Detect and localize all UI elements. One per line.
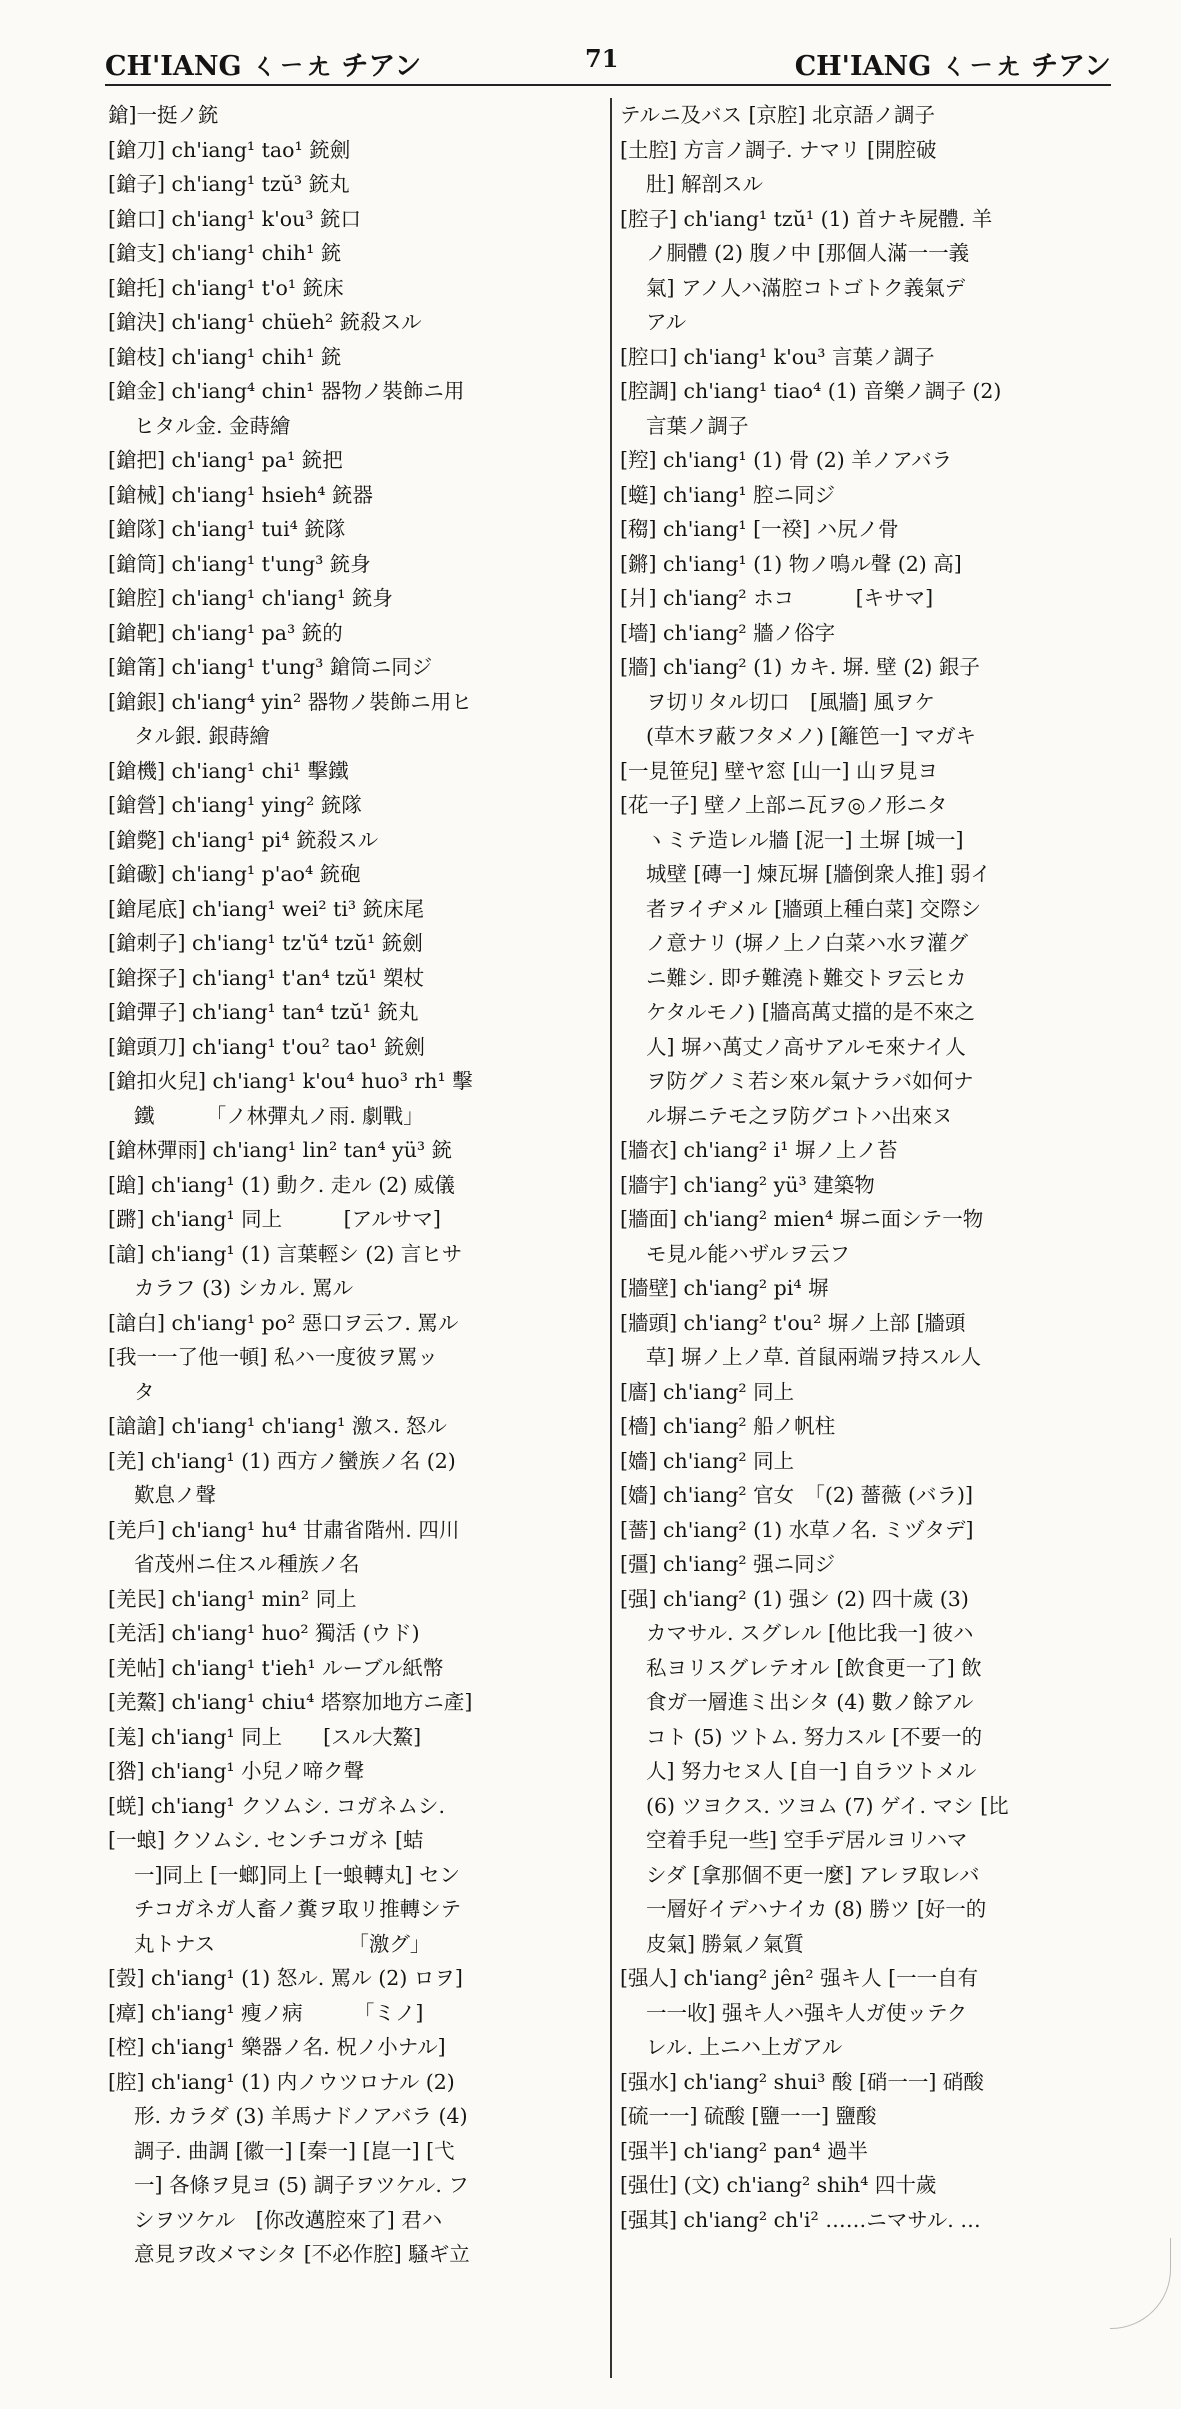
dictionary-line: 丸トナス 「激グ」 bbox=[134, 1931, 431, 1956]
dictionary-line: [强] ch'iang² (1) 强シ (2) 四十歲 (3) bbox=[620, 1586, 969, 1611]
dictionary-line: [鎗礮] ch'iang¹ p'ao⁴ 銃砲 bbox=[108, 862, 361, 886]
dictionary-line: [牆壁] ch'iang² pi⁴ 塀 bbox=[620, 1276, 829, 1300]
dictionary-line: [鎗探子] ch'iang¹ t'an⁴ tzŭ¹ 槊杖 bbox=[108, 965, 425, 990]
dictionary-line: ノ胴體 (2) 腹ノ中 [那個人滿一一義 bbox=[646, 241, 970, 265]
dictionary-line: レル. 上ニハ上ガアル bbox=[646, 2035, 843, 2059]
dictionary-line: 一]同上 [一螂]同上 [一蜋轉丸] セン bbox=[134, 1862, 461, 1887]
dictionary-line: [鎗子] ch'iang¹ tzŭ³ 銃丸 bbox=[108, 172, 350, 196]
dictionary-line: [牆] ch'iang² (1) カキ. 塀. 壁 (2) 銀子 bbox=[620, 655, 980, 679]
dictionary-line: [鎗尾底] ch'iang¹ wei² ti³ 銃床尾 bbox=[108, 896, 425, 921]
dictionary-line: 者ヲイヂメル [牆頭上種白菜] 交際シ bbox=[646, 896, 982, 921]
dictionary-line: [腔調] ch'iang¹ tiao⁴ (1) 音樂ノ調子 (2) bbox=[620, 379, 1002, 403]
dictionary-line: カマサル. スグレル [他比我一] 彼ハ bbox=[646, 1621, 974, 1645]
dictionary-line: 氣] アノ人ハ滿腔コトゴトク義氣デ bbox=[646, 275, 966, 300]
dictionary-line: [腔子] ch'iang¹ tzŭ¹ (1) 首ナキ屍體. 羊 bbox=[620, 206, 993, 231]
dictionary-line: [羌活] ch'iang¹ huo² 獨活 (ウド) bbox=[108, 1621, 420, 1645]
dictionary-line: [彊] ch'iang² 强ニ同ジ bbox=[620, 1552, 836, 1576]
dictionary-line: 歎息ノ聲 bbox=[134, 1483, 216, 1507]
dictionary-line: [鎗營] ch'iang¹ ying² 銃隊 bbox=[108, 793, 362, 817]
dictionary-line: 人] 塀ハ萬丈ノ高サアルモ來ナイ人 bbox=[646, 1034, 966, 1059]
dictionary-line: [牆頭] ch'iang² t'ou² 塀ノ上部 [牆頭 bbox=[620, 1310, 966, 1335]
page-header bbox=[105, 30, 1111, 90]
dictionary-line: 一] 各條ヲ見ヨ (5) 調子ヲツケル. フ bbox=[134, 2173, 469, 2197]
dictionary-line: 城壁 [磚一] 煉瓦塀 [牆倒衆人推] 弱イ bbox=[646, 862, 992, 886]
dictionary-line: [鎗決] ch'iang¹ chüeh² 銃殺スル bbox=[108, 310, 422, 334]
dictionary-line: カラフ (3) シカル. 罵ル bbox=[134, 1276, 354, 1300]
column-divider bbox=[610, 98, 612, 2378]
dictionary-line: [鎗隊] ch'iang¹ tui⁴ 銃隊 bbox=[108, 517, 346, 541]
dictionary-line: [䗴] ch'iang¹ 腔ニ同ジ bbox=[620, 482, 836, 507]
dictionary-line: [鎗機] ch'iang¹ chi¹ 擊鐵 bbox=[108, 758, 349, 783]
dictionary-line: シヲツケル [你改邁腔來了] 君ハ bbox=[134, 2207, 443, 2232]
dictionary-line: [羌帖] ch'iang¹ t'ieh¹ ルーブル紙幣 bbox=[108, 1655, 444, 1680]
dictionary-line: [强其] ch'iang² ch'i² ……ニマサル. … bbox=[620, 2207, 981, 2232]
dictionary-line: [鎗筩] ch'iang¹ t'ung³ 鎗筒ニ同ジ bbox=[108, 655, 433, 679]
dictionary-line: [鎗林彈雨] ch'iang¹ lin² tan⁴ yü³ 銃 bbox=[108, 1138, 453, 1162]
dictionary-line: ヽミテ造レル牆 [泥一] 土塀 [城一] bbox=[646, 827, 964, 852]
dictionary-line: [爿] ch'iang² ホコ [キサマ] bbox=[620, 586, 934, 610]
dictionary-line: [鏘] ch'iang¹ (1) 物ノ鳴ル聲 (2) 高] bbox=[620, 551, 962, 576]
dictionary-line: [一蜋] クソムシ. センチコガネ [蛣 bbox=[108, 1828, 424, 1852]
dictionary-line: [鎗斃] ch'iang¹ pi⁴ 銃殺スル bbox=[108, 827, 379, 852]
dictionary-line: モ見ル能ハザルヲ云フ bbox=[646, 1241, 850, 1266]
dictionary-line: [羌戶] ch'iang¹ hu⁴ 甘肅省階州. 四川 bbox=[108, 1517, 460, 1542]
dictionary-line: [鎗械] ch'iang¹ hsieh⁴ 銃器 bbox=[108, 482, 374, 507]
dictionary-line: [㹾] ch'iang¹ 小兒ノ啼ク聲 bbox=[108, 1759, 365, 1783]
dictionary-line: [鎗扣火兒] ch'iang¹ k'ou⁴ huo³ rh¹ 擊 bbox=[108, 1069, 473, 1093]
dictionary-line: 一一收] 强キ人ハ强キ人ガ使ッテク bbox=[646, 2000, 968, 2025]
dictionary-line: ケタルモノ) [牆高萬丈擋的是不來之 bbox=[646, 1000, 975, 1024]
dictionary-line: 形. カラダ (3) 羊馬ナドノアバラ (4) bbox=[134, 2104, 468, 2128]
dictionary-line: 調子. 曲調 [徽一] [秦一] [崑一] [弋 bbox=[134, 2138, 455, 2163]
dictionary-line: 鎗]一挺ノ銃 bbox=[108, 103, 219, 127]
dictionary-line: [鎗把] ch'iang¹ pa¹ 銃把 bbox=[108, 448, 343, 472]
dictionary-line: テルニ及バス [京腔] 北京語ノ調子 bbox=[620, 103, 936, 127]
dictionary-line: [嬙] ch'iang² 同上 bbox=[620, 1448, 795, 1473]
dictionary-line: 人] 努力セヌ人 [自一] 自ラツトメル bbox=[646, 1759, 977, 1783]
dictionary-line: ヲ切リタル切口 [風牆] 風ヲケ bbox=[646, 689, 936, 714]
dictionary-line: [花一子] 壁ノ上部ニ瓦ヲ◎ノ形ニタ bbox=[620, 793, 948, 817]
dictionary-line: [一見笹兒] 壁ヤ窓 [山一] 山ヲ見ヨ bbox=[620, 758, 939, 783]
dictionary-line: [鎗口] ch'iang¹ k'ou³ 銃口 bbox=[108, 206, 362, 231]
dictionary-line: [鎗刺子] ch'iang¹ tz'ŭ⁴ tzŭ¹ 銃劍 bbox=[108, 931, 423, 955]
dictionary-line: 意見ヲ改メマシタ [不必作腔] 騷ギ立 bbox=[134, 2242, 470, 2266]
dictionary-line: [鎗支] ch'iang¹ chih¹ 銃 bbox=[108, 241, 342, 265]
dictionary-line: コト (5) ツトム. 努力スル [不要一的 bbox=[646, 1724, 983, 1749]
dictionary-line: ル塀ニテモ之ヲ防グコトハ出來ヌ bbox=[646, 1103, 953, 1128]
dictionary-line: [土腔] 方言ノ調子. ナマリ [開腔破 bbox=[620, 137, 937, 162]
page-number: 71 bbox=[585, 44, 619, 73]
dictionary-line: 私ヨリスグレテオル [飲食更一了] 飲 bbox=[646, 1655, 982, 1680]
left-column bbox=[108, 98, 608, 2272]
dictionary-line: [謒] ch'iang¹ (1) 言葉輕シ (2) 言ヒサ bbox=[108, 1241, 463, 1266]
right-column bbox=[620, 98, 1118, 2237]
dictionary-line: [强水] ch'iang² shui³ 酸 [硝一一] 硝酸 bbox=[620, 2069, 984, 2094]
dictionary-line: 省茂州ニ住スル種族ノ名 bbox=[134, 1552, 360, 1576]
dictionary-line: [羫] ch'iang¹ (1) 骨 (2) 羊ノアバラ bbox=[620, 448, 953, 472]
header-left-heading: CH'IANG ㄑㄧㄤ チアン bbox=[105, 51, 422, 82]
dictionary-line: シダ [拿那個不更一麼] アレヲ取レバ bbox=[646, 1862, 980, 1887]
dictionary-line: [羌民] ch'iang¹ min² 同上 bbox=[108, 1586, 357, 1611]
dictionary-line: [謒謒] ch'iang¹ ch'iang¹ 激ス. 怒ル bbox=[108, 1414, 447, 1438]
dictionary-line: [鎗頭刀] ch'iang¹ t'ou² tao¹ 銃劍 bbox=[108, 1034, 425, 1059]
dictionary-line: [鎗筒] ch'iang¹ t'ung³ 銃身 bbox=[108, 551, 371, 576]
header-right-heading: CH'IANG ㄑㄧㄤ チアン bbox=[794, 51, 1111, 82]
dictionary-line: [㲄] ch'iang¹ (1) 怒ル. 罵ル (2) ロヲ] bbox=[108, 1966, 463, 1990]
dictionary-line: [鎗彈子] ch'iang¹ tan⁴ tzŭ¹ 銃丸 bbox=[108, 1000, 419, 1024]
dictionary-line: [蹡] ch'iang¹ 同上 [アルサマ] bbox=[108, 1207, 441, 1231]
dictionary-line: [嬙] ch'iang² 官女 「(2) 薔薇 (バラ)] bbox=[620, 1483, 973, 1507]
dictionary-line: 空着手兒一些] 空手デ居ルヨリハマ bbox=[646, 1828, 968, 1852]
dictionary-line: [蜣] ch'iang¹ クソムシ. コガネムシ. bbox=[108, 1793, 446, 1818]
dictionary-line: (草木ヲ蔽フタメノ) [籬笆一] マガキ bbox=[646, 724, 976, 748]
dictionary-line: 肚] 解剖スル bbox=[646, 172, 764, 196]
dictionary-line: 言葉ノ調子 bbox=[646, 413, 749, 438]
dictionary-line: [墻] ch'iang² 牆ノ俗字 bbox=[620, 620, 836, 645]
page-corner-curl bbox=[1110, 2238, 1171, 2329]
dictionary-line: 草] 塀ノ上ノ草. 首鼠兩端ヲ持スル人 bbox=[646, 1345, 982, 1369]
dictionary-line: [蹌] ch'iang¹ (1) 動ク. 走ル (2) 威儀 bbox=[108, 1172, 455, 1197]
dictionary-line: [鎗枝] ch'iang¹ chih¹ 銃 bbox=[108, 344, 342, 369]
dictionary-line: [鎗金] ch'iang⁴ chin¹ 器物ノ裝飾ニ用 bbox=[108, 379, 465, 403]
dictionary-line: [廧] ch'iang² 同上 bbox=[620, 1379, 795, 1404]
dictionary-line: [薔] ch'iang² (1) 水草ノ名. ミヅタデ] bbox=[620, 1517, 974, 1542]
dictionary-line: 一層好イデハナイカ (8) 勝ツ [好一的 bbox=[646, 1897, 987, 1921]
dictionary-line: [羌] ch'iang¹ (1) 西方ノ蠻族ノ名 (2) bbox=[108, 1448, 456, 1473]
dictionary-line: [牆面] ch'iang² mien⁴ 塀ニ面シテ一物 bbox=[620, 1207, 984, 1231]
dictionary-line: 鐵 「ノ林彈丸ノ雨. 劇戰」 bbox=[134, 1103, 424, 1128]
dictionary-line: [鎗刀] ch'iang¹ tao¹ 銃劍 bbox=[108, 137, 351, 162]
dictionary-line: [强半] ch'iang² pan⁴ 過半 bbox=[620, 2138, 868, 2163]
dictionary-line: ヲ防グノミ若シ來ル氣ナラバ如何ナ bbox=[646, 1069, 974, 1093]
dictionary-line: [牆衣] ch'iang² i¹ 塀ノ上ノ苔 bbox=[620, 1138, 898, 1162]
dictionary-line: ニ難シ. 即チ難澆ト難交トヲ云ヒカ bbox=[646, 965, 967, 990]
dictionary-line: アル bbox=[646, 310, 687, 334]
dictionary-line: [鎗腔] ch'iang¹ ch'iang¹ 銃身 bbox=[108, 586, 393, 610]
dictionary-line: タル銀. 銀蒔繪 bbox=[134, 724, 271, 748]
dictionary-line: [我一一了他一頓] 私ハ一度彼ヲ罵ッ bbox=[108, 1345, 439, 1369]
dictionary-line: [腔口] ch'iang¹ k'ou³ 言葉ノ調子 bbox=[620, 344, 935, 369]
dictionary-line: ヒタル金. 金蒔繪 bbox=[134, 413, 291, 438]
dictionary-line: [鎗銀] ch'iang⁴ yin² 器物ノ裝飾ニ用ヒ bbox=[108, 689, 472, 714]
dictionary-line: [椌] ch'iang¹ 樂器ノ名. 柷ノ小ナル] bbox=[108, 2035, 446, 2059]
dictionary-line: [謒白] ch'iang¹ po² 惡口ヲ云フ. 罵ル bbox=[108, 1310, 459, 1335]
dictionary-line: [强人] ch'iang² jên² 强キ人 [一一自有 bbox=[620, 1966, 979, 1990]
dictionary-line: ノ意ナリ (塀ノ上ノ白菜ハ水ヲ灌グ bbox=[646, 931, 969, 955]
dictionary-line: [腔] ch'iang¹ (1) 内ノウツロナル (2) bbox=[108, 2069, 455, 2094]
dictionary-line: [强仕] (文) ch'iang² shih⁴ 四十歲 bbox=[620, 2173, 937, 2197]
dictionary-line: 皮氣] 勝氣ノ氣質 bbox=[646, 1931, 805, 1956]
dictionary-line: タ bbox=[134, 1379, 155, 1404]
dictionary-line: 食ガ一層進ミ出シタ (4) 數ノ餘アル bbox=[646, 1690, 974, 1714]
dictionary-line: [牆宇] ch'iang² yü³ 建築物 bbox=[620, 1172, 875, 1197]
header-rule bbox=[105, 84, 1111, 86]
dictionary-line: [羌鰲] ch'iang¹ chiu⁴ 塔察加地方ニ產] bbox=[108, 1690, 473, 1714]
dictionary-line: チコガネガ人畜ノ糞ヲ取リ推轉シテ bbox=[134, 1897, 462, 1921]
dictionary-line: [檣] ch'iang² 船ノ帆柱 bbox=[620, 1414, 836, 1438]
dictionary-line: [䅳] ch'iang¹ [一䙆] ハ尻ノ骨 bbox=[620, 517, 899, 541]
dictionary-line: (6) ツヨクス. ツヨム (7) ゲイ. マシ [比 bbox=[646, 1793, 1009, 1818]
dictionary-line: [羗] ch'iang¹ 同上 [スル大鰲] bbox=[108, 1724, 422, 1749]
dictionary-line: [瘴] ch'iang¹ 瘦ノ病 「ミノ] bbox=[108, 2000, 424, 2025]
dictionary-line: [鎗托] ch'iang¹ t'o¹ 銃床 bbox=[108, 275, 344, 300]
dictionary-line: [鎗靶] ch'iang¹ pa³ 銃的 bbox=[108, 620, 343, 645]
dictionary-line: [硫一一] 硫酸 [鹽一一] 鹽酸 bbox=[620, 2104, 877, 2128]
